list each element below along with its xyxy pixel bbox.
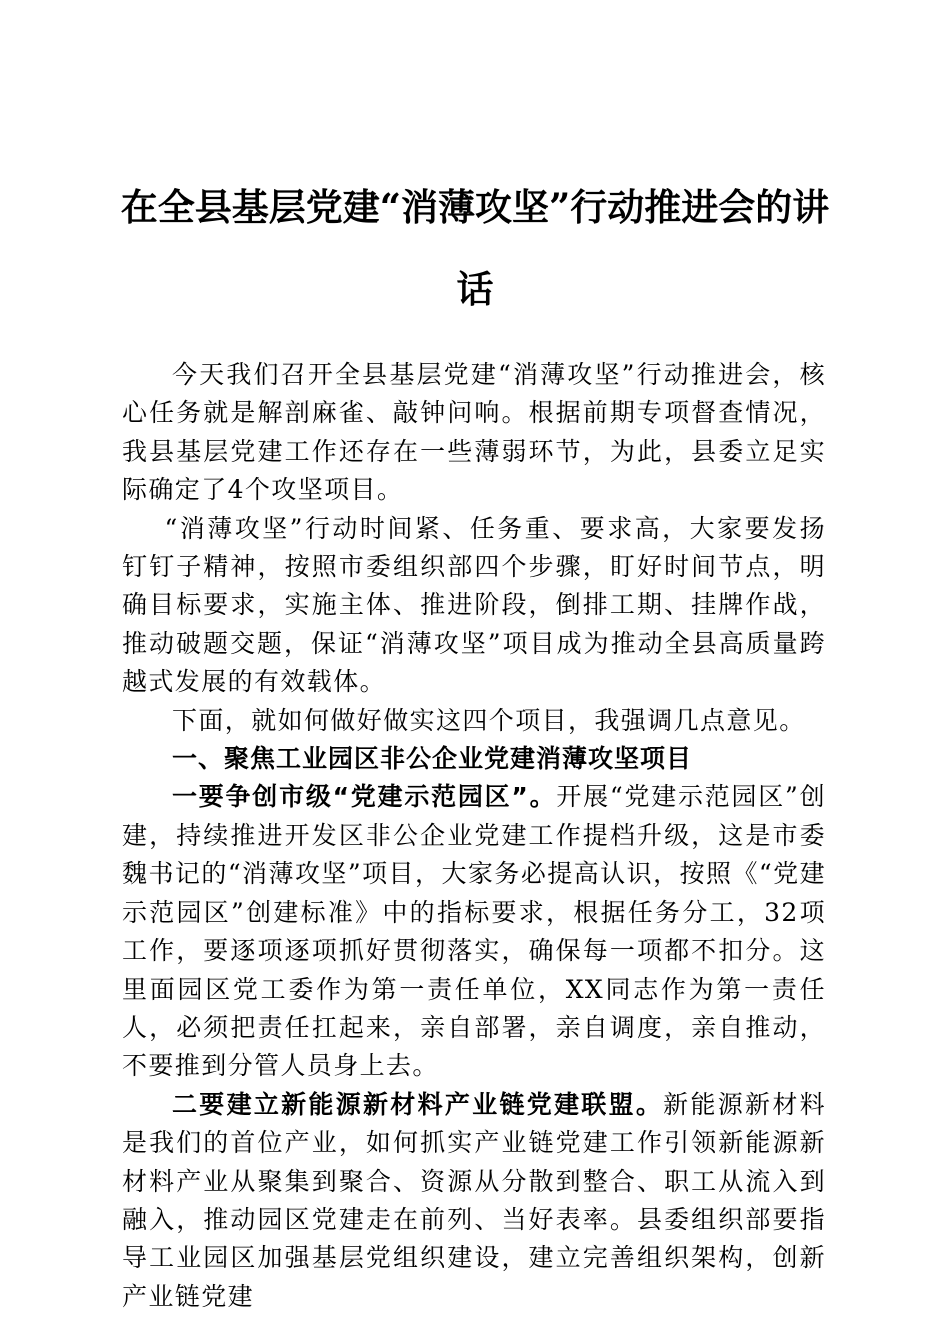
section-heading-1: 一、聚焦工业园区非公企业党建消薄攻坚项目 — [172, 744, 693, 774]
paragraph-intro: 今天我们召开全县基层党建“消薄攻坚”行动推进会，核心任务就是解剖麻雀、敲钟问响。根据前期专项督查情况，我县基层党建工作还存在一些薄弱环节，为此，县委立足实际确定了4个攻坚项目。 — [122, 360, 826, 505]
paragraph-point-1 — [122, 778, 826, 1085]
point-1-body: 开展“党建示范园区”创建，持续推进开发区非公企业党建工作提档升级，这是市委魏书记的“消薄攻坚”项目，大家务必提高认识，按照《“党建示范园区”创建标准》中的指标要求，根据任务分工，32项工作，要逐项逐项抓好贯彻落实，确保每一项都不扣分。这里面园区党工委作为第一责任单位，XX同志作为第一责任人，必须把责任扛起来，亲自部署，亲自调度，亲自推动，不要推到分管人员身上去。 — [122, 782, 826, 1081]
document-title: 在全县基层党建“消薄攻坚”行动推进会的讲话 — [120, 185, 830, 311]
paragraph-transition: 下面，就如何做好做实这四个项目，我强调几点意见。 — [172, 705, 806, 735]
point-1-lead: 一要争创市级“党建示范园区”。 — [172, 782, 557, 812]
point-2-lead: 二要建立新能源新材料产业链党建联盟。 — [172, 1089, 664, 1119]
point-2-body: 新能源新材料是我们的首位产业，如何抓实产业链党建工作引领新能源新材料产业从聚集到聚合、资源从分散到整合、职工从流入到融入，推动园区党建走在前列、当好表率。县委组织部要指导工业园区加强基层党组织建设，建立完善组织架构，创新产业链党建 — [122, 1089, 827, 1311]
paragraph-point-2 — [122, 1086, 826, 1316]
document-body — [122, 356, 826, 1316]
paragraph-action-requirements: “消薄攻坚”行动时间紧、任务重、要求高，大家要发扬钉钉子精神，按照市委组织部四个步骤，盯好时间节点，明确目标要求，实施主体、推进阶段，倒排工期、挂牌作战，推动破题交题，保证“消薄攻坚”项目成为推动全县高质量跨越式发展的有效载体。 — [122, 513, 826, 697]
